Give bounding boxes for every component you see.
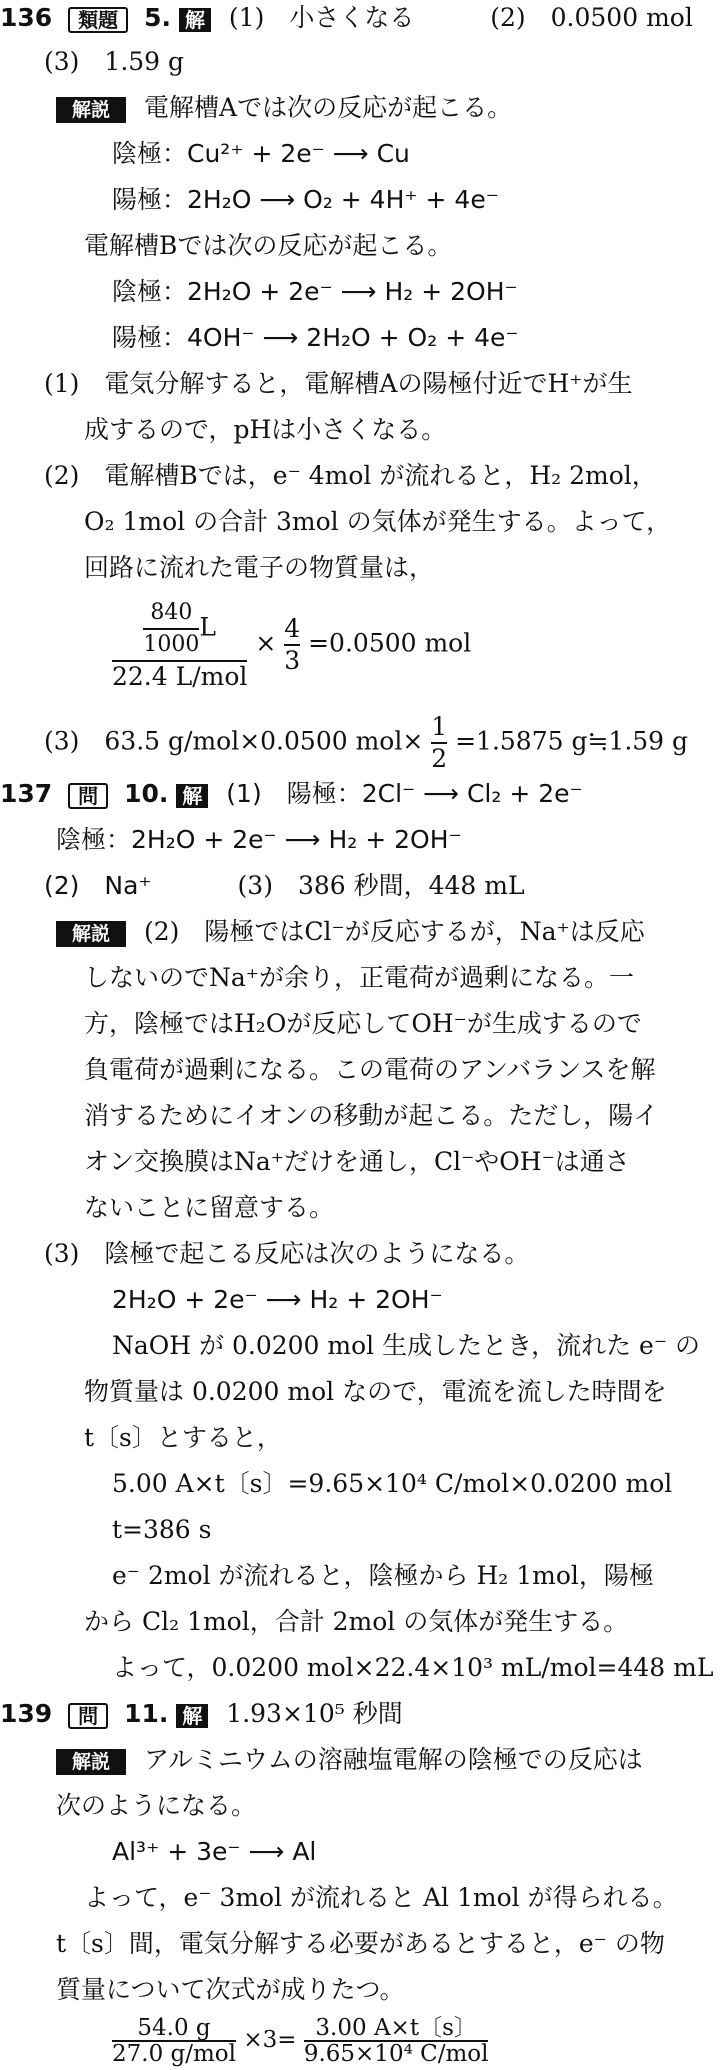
explanation-line: ないことに留意する。 [84,1193,335,1222]
problem-tag: 類題 [68,7,128,33]
explanation-line: (3) 陰極で起こる反応は次のようになる。 [44,1239,530,1268]
answer-1: (1) 陽極：2Cl⁻ ⟶ Cl₂ + 2e⁻ [226,779,583,808]
fraction-volume-over-molar: $\frac{840}{1000}$ L 22.4 L/mol [112,600,248,691]
explanation-line: 消するためにイオンの移動が起こる。ただし，陽イ [84,1101,659,1130]
equation-cathode: 2H₂O + 2e⁻ ⟶ H₂ + 2OH⁻ [112,1285,443,1314]
answer-3: (3) 1.59 g [44,47,185,76]
cell-b-intro: 電解槽Bでは次の反応が起こる。 [84,231,453,260]
answer-mark: 解 [176,1704,208,1728]
explanation-label: 解説 [56,1749,126,1775]
question-number: 10. [124,779,169,808]
answer-mark: 解 [179,8,211,32]
formula-electron-amount: $\frac{840}{1000}$ L 22.4 L/mol × $\frac{4}{3}$ =0.0500 mol [112,600,472,691]
fraction-840-1000: $\frac{840}{1000}$ [143,600,200,657]
explanation-136 [56,92,512,124]
explanation-line: t〔s〕とすると， [84,1423,282,1452]
explanation-line: から Cl₂ 1mol，合計 2mol の気体が発生する。 [84,1607,629,1636]
answers-2-3 [44,870,525,902]
fraction-mass-over-molar: $\frac{54.0 g}{\text{27.0 g/mol}}$ [112,2015,237,2067]
explanation-line: t〔s〕間，電気分解する必要があるとすると，e⁻ の物 [56,1929,665,1958]
fraction-4-3: $\frac{4}{3}$ [284,614,301,675]
problem-tag: 問 [68,1703,108,1729]
fraction-1-2: $\frac{1}{2}$ [431,712,448,773]
explanation-139: 解説 アルミニウムの溶融塩電解の陰極での反応は [56,1744,643,1776]
problem-number: 136 [0,3,53,32]
explanation-line: 物質量は 0.0200 mol なので，電流を流した時間を [84,1377,667,1406]
problem-136-header [0,2,693,34]
equation-volume: よって，0.0200 mol×22.4×10³ mL/mol=448 mL [112,1653,714,1682]
answer-1: 1.93×10⁵ 秒間 [226,1699,403,1728]
equation-a-cathode: 陰極：Cu²⁺ + 2e⁻ ⟶ Cu [112,139,410,168]
explanation-line: 次のようになる。 [56,1791,257,1820]
problem-number: 137 [0,779,53,808]
explanation-line: e⁻ 2mol が流れると，陰極から H₂ 1mol，陽極 [112,1561,654,1590]
equation-t-result: t=386 s [112,1515,212,1544]
explanation-1-line-1: (1) 電気分解すると，電解槽Aの陽極付近でH⁺が生 [44,369,633,398]
fraction-charge-over-faraday: $\frac{3.00 A\times t〔s〕}{\text{9.65×10⁴ C/mol}}$ [303,2015,489,2067]
equation-b-cathode: 陰極：2H₂O + 2e⁻ ⟶ H₂ + 2OH⁻ [112,277,518,306]
answer-mark: 解 [176,784,208,808]
explanation-3: (3) 63.5 g/mol×0.0500 mol× $\frac{1}{2}$ =1.5875 g≒1.59 g [44,712,689,773]
problem-139-header [0,1698,403,1730]
answer-2: (2) Na⁺ [44,871,152,900]
explanation-line: NaOH が 0.0200 mol 生成したとき，流れた e⁻ の [112,1331,700,1360]
explanation-line: しないのでNa⁺が余り，正電荷が過剰になる。一 [84,963,634,992]
explanation-label: 解説 [56,97,126,123]
explanation-label: 解説 [56,921,126,947]
problem-tag: 問 [68,783,108,809]
explanation-137: 解説 (2) 陽極ではCl⁻が反応するが，Na⁺は反応 [56,916,645,948]
explanation-line: 負電荷が過剰になる。この電荷のアンバランスを解 [84,1055,656,1084]
explanation-line: よって，e⁻ 3mol が流れると Al 1mol が得られる。 [84,1883,678,1912]
equation-al: Al³⁺ + 3e⁻ ⟶ Al [112,1837,317,1866]
answer-3: (3) 386 秒間，448 mL [237,871,525,900]
answer-1-cathode: 陰極：2H₂O + 2e⁻ ⟶ H₂ + 2OH⁻ [56,825,462,854]
explanation-intro: 電解槽Aでは次の反応が起こる。 [144,93,513,122]
equation-b-anode: 陽極：4OH⁻ ⟶ 2H₂O + O₂ + 4e⁻ [112,323,519,352]
problem-number: 139 [0,1699,53,1728]
equation-time: 5.00 A×t〔s〕=9.65×10⁴ C/mol×0.0200 mol [112,1469,673,1498]
problem-137-header [0,778,583,810]
explanation-line: 方，陰極ではH₂Oが反応してOH⁻が生成するので [84,1009,642,1038]
question-number: 5. [144,3,171,32]
explanation-2-line-1: (2) 電解槽Bでは，e⁻ 4mol が流れると，H₂ 2mol， [44,461,657,490]
explanation-line: 質量について次式が成りたつ。 [56,1975,405,2004]
explanation-2-line-3: 回路に流れた電子の物質量は， [84,553,435,582]
explanation-2-line-2: O₂ 1mol の合計 3mol の気体が発生する。よって， [84,507,672,536]
equation-a-anode: 陽極：2H₂O ⟶ O₂ + 4H⁺ + 4e⁻ [112,185,499,214]
question-number: 11. [124,1699,169,1728]
formula-time: $\frac{54.0 g}{\text{27.0 g/mol}}$ ×3= $\frac{3.00 A\times t〔s〕}{\text{9.65×10⁴ C/mol}}$ [112,2015,489,2067]
answer-1: (1) 小さくなる [228,3,415,32]
explanation-1-line-2: 成するので，pHは小さくなる。 [84,415,447,444]
explanation-line: オン交換膜はNa⁺だけを通し，Cl⁻やOH⁻は通さ [84,1147,630,1176]
answer-2: (2) 0.0500 mol [490,3,693,32]
